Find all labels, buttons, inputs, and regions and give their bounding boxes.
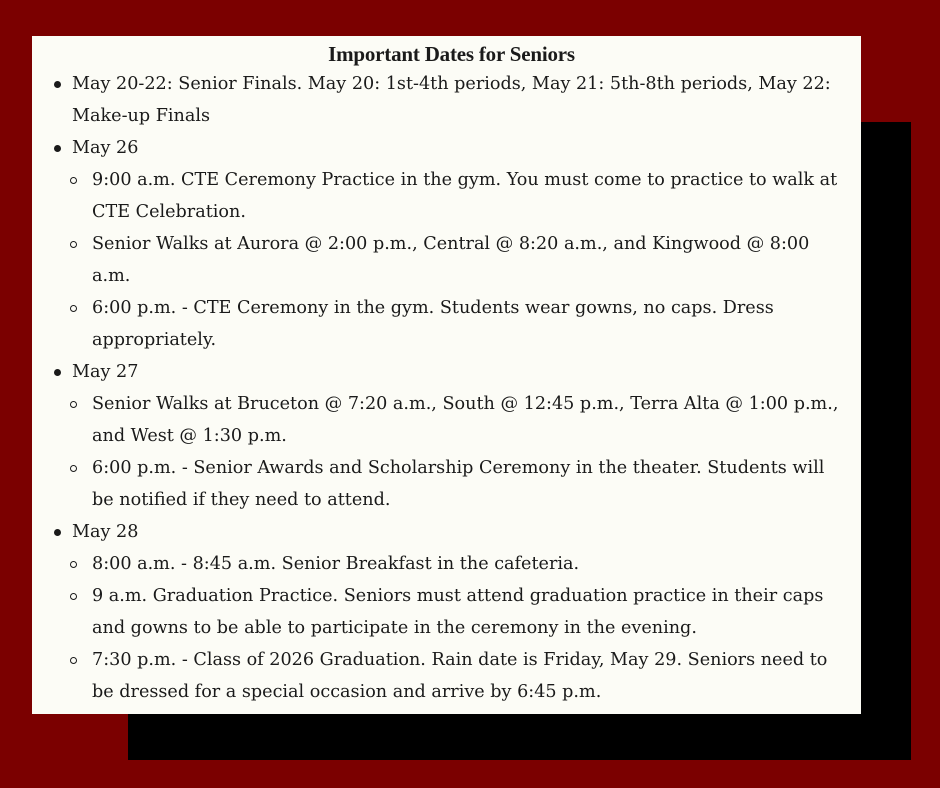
bullet-icon (54, 369, 61, 376)
sublist-item-text: 8:00 a.m. - 8:45 a.m. Senior Breakfast in the cafeteria. (92, 554, 580, 574)
sublist-item (52, 548, 851, 580)
circle-bullet-icon (70, 401, 77, 408)
sublist-item (52, 164, 851, 228)
sublist-item-text: 9 a.m. Graduation Practice. Seniors must attend graduation practice in their caps and gowns to be able to participate in the ceremony in the evening. (92, 586, 824, 638)
sublist (52, 388, 851, 516)
dates-list (52, 68, 851, 708)
sublist-item-text: 9:00 a.m. CTE Ceremony Practice in the gym. You must come to practice to walk at CTE Celebration. (92, 170, 838, 222)
sublist-item-text: 7:30 p.m. - Class of 2026 Graduation. Rain date is Friday, May 29. Seniors need to be dressed for a special occasion and arrive by 6:45 p.m. (92, 650, 828, 702)
sublist (52, 548, 851, 708)
sublist (52, 164, 851, 356)
circle-bullet-icon (70, 465, 77, 472)
sublist-container (52, 164, 851, 356)
circle-bullet-icon (70, 657, 77, 664)
announcement-card (32, 36, 861, 714)
circle-bullet-icon (70, 241, 77, 248)
list-item (52, 516, 851, 548)
list-item (52, 356, 851, 388)
list-item-text: May 20-22: Senior Finals. May 20: 1st-4th periods, May 21: 5th-8th periods, May 22: Make-up Finals (72, 74, 831, 126)
sublist-item-text: Senior Walks at Aurora @ 2:00 p.m., Central @ 8:20 a.m., and Kingwood @ 8:00 a.m. (92, 234, 810, 286)
sublist-item-text: 6:00 p.m. - Senior Awards and Scholarship Ceremony in the theater. Students will be notified if they need to attend. (92, 458, 825, 510)
sublist-container (52, 388, 851, 516)
sublist-item-text: Senior Walks at Bruceton @ 7:20 a.m., South @ 12:45 p.m., Terra Alta @ 1:00 p.m., and West @ 1:30 p.m. (92, 394, 839, 446)
list-item-text: May 28 (72, 522, 139, 542)
bullet-icon (54, 81, 61, 88)
bullet-icon (54, 145, 61, 152)
list-item-text: May 26 (72, 138, 139, 158)
circle-bullet-icon (70, 593, 77, 600)
list-item (52, 132, 851, 164)
list-item (52, 68, 851, 132)
circle-bullet-icon (70, 177, 77, 184)
sublist-item (52, 228, 851, 292)
page-title: Important Dates for Seniors (328, 42, 575, 66)
sublist-item (52, 644, 851, 708)
bullet-icon (54, 529, 61, 536)
list-item-text: May 27 (72, 362, 139, 382)
sublist-item (52, 388, 851, 452)
sublist-item (52, 292, 851, 356)
sublist-container (52, 548, 851, 708)
sublist-item (52, 452, 851, 516)
sublist-item (52, 580, 851, 644)
sublist-item-text: 6:00 p.m. - CTE Ceremony in the gym. Students wear gowns, no caps. Dress appropriately. (92, 298, 774, 350)
circle-bullet-icon (70, 305, 77, 312)
circle-bullet-icon (70, 561, 77, 568)
